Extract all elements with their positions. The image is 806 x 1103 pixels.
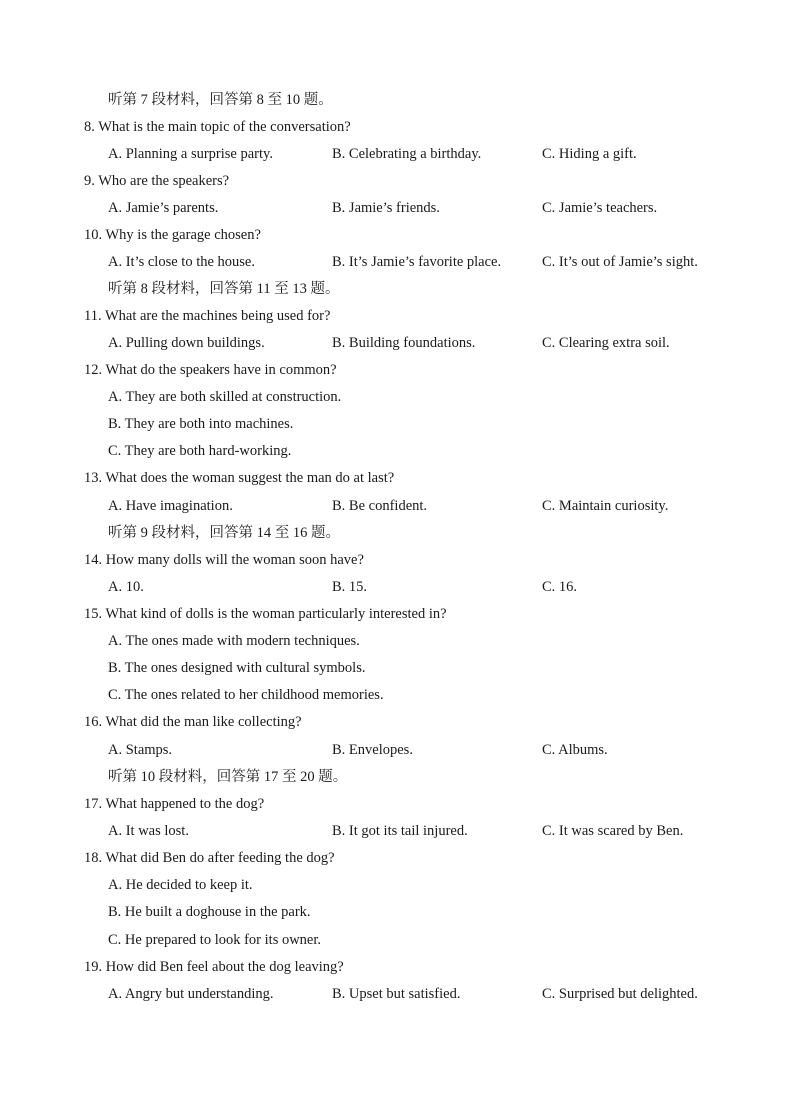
option-15-c: C. The ones related to her childhood memories. bbox=[108, 687, 384, 703]
option-18-c: C. He prepared to look for its owner. bbox=[108, 932, 322, 948]
question-14: 14. How many dolls will the woman soon have? bbox=[84, 552, 364, 568]
option-19-a: A. Angry but understanding. bbox=[108, 986, 274, 1002]
section-instruction-8: 听第 8 段材料，回答第 11 至 13 题。 bbox=[108, 281, 340, 297]
option-12-a: A. They are both skilled at construction. bbox=[108, 389, 342, 405]
option-19-b: B. Upset but satisfied. bbox=[332, 986, 461, 1002]
option-12-b: B. They are both into machines. bbox=[108, 416, 294, 432]
question-17: 17. What happened to the dog? bbox=[84, 796, 265, 812]
option-15-b: B. The ones designed with cultural symbols. bbox=[108, 660, 366, 676]
question-19: 19. How did Ben feel about the dog leaving? bbox=[84, 959, 344, 975]
question-18: 18. What did Ben do after feeding the dog? bbox=[84, 850, 335, 866]
question-10: 10. Why is the garage chosen? bbox=[84, 227, 261, 243]
option-10-a: A. It’s close to the house. bbox=[108, 254, 255, 270]
section-instruction-9: 听第 9 段材料，回答第 14 至 16 题。 bbox=[108, 525, 340, 541]
option-16-a: A. Stamps. bbox=[108, 742, 173, 758]
option-8-a: A. Planning a surprise party. bbox=[108, 146, 273, 162]
option-17-c: C. It was scared by Ben. bbox=[542, 823, 684, 839]
option-11-b: B. Building foundations. bbox=[332, 335, 476, 351]
option-16-b: B. Envelopes. bbox=[332, 742, 413, 758]
option-16-c: C. Albums. bbox=[542, 742, 608, 758]
question-16: 16. What did the man like collecting? bbox=[84, 714, 302, 730]
option-9-b: B. Jamie’s friends. bbox=[332, 200, 440, 216]
option-8-b: B. Celebrating a birthday. bbox=[332, 146, 482, 162]
option-10-c: C. It’s out of Jamie’s sight. bbox=[542, 254, 698, 270]
option-19-c: C. Surprised but delighted. bbox=[542, 986, 698, 1002]
option-12-c: C. They are both hard-working. bbox=[108, 443, 292, 459]
question-11: 11. What are the machines being used for? bbox=[84, 308, 331, 324]
option-18-a: A. He decided to keep it. bbox=[108, 877, 253, 893]
option-13-b: B. Be confident. bbox=[332, 498, 428, 514]
option-18-b: B. He built a doghouse in the park. bbox=[108, 904, 311, 920]
option-10-b: B. It’s Jamie’s favorite place. bbox=[332, 254, 502, 270]
option-14-c: C. 16. bbox=[542, 579, 578, 595]
option-14-b: B. 15. bbox=[332, 579, 368, 595]
question-15: 15. What kind of dolls is the woman particularly interested in? bbox=[84, 606, 447, 622]
question-13: 13. What does the woman suggest the man do at last? bbox=[84, 470, 395, 486]
option-9-c: C. Jamie’s teachers. bbox=[542, 200, 658, 216]
option-14-a: A. 10. bbox=[108, 579, 144, 595]
option-11-a: A. Pulling down buildings. bbox=[108, 335, 265, 351]
question-8: 8. What is the main topic of the conversation? bbox=[84, 119, 351, 135]
option-13-c: C. Maintain curiosity. bbox=[542, 498, 669, 514]
question-12: 12. What do the speakers have in common? bbox=[84, 362, 337, 378]
option-15-a: A. The ones made with modern techniques. bbox=[108, 633, 360, 649]
option-13-a: A. Have imagination. bbox=[108, 498, 233, 514]
option-11-c: C. Clearing extra soil. bbox=[542, 335, 670, 351]
section-instruction-10: 听第 10 段材料，回答第 17 至 20 题。 bbox=[108, 769, 348, 785]
option-9-a: A. Jamie’s parents. bbox=[108, 200, 219, 216]
question-9: 9. Who are the speakers? bbox=[84, 173, 230, 189]
section-instruction-7: 听第 7 段材料，回答第 8 至 10 题。 bbox=[108, 92, 333, 108]
option-17-a: A. It was lost. bbox=[108, 823, 189, 839]
option-17-b: B. It got its tail injured. bbox=[332, 823, 468, 839]
option-8-c: C. Hiding a gift. bbox=[542, 146, 637, 162]
